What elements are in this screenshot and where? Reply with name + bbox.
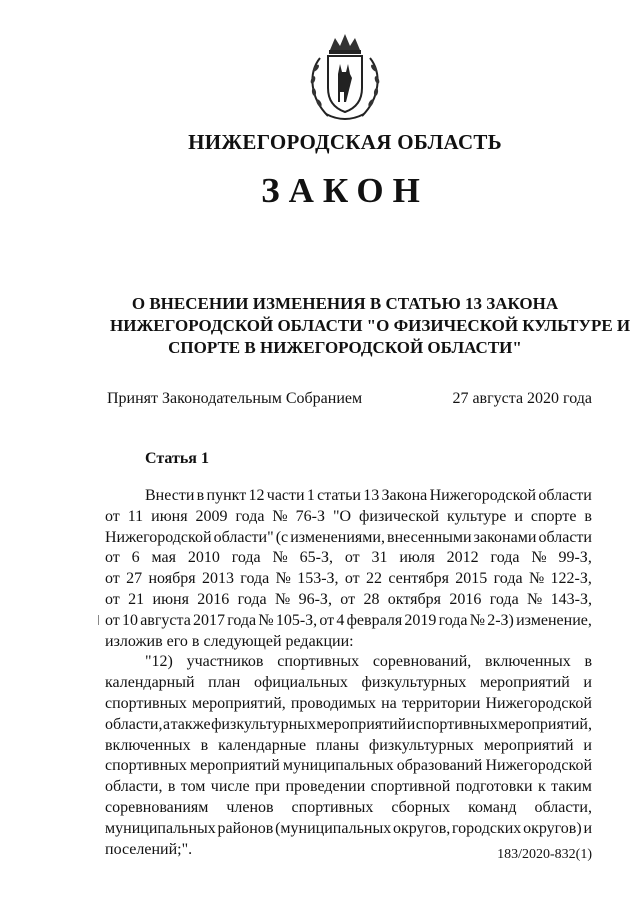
body-word: сборных <box>391 798 451 816</box>
body-word: и <box>514 507 523 525</box>
body-word: № <box>528 570 545 588</box>
article-body <box>105 486 592 860</box>
body-word: культуре <box>446 507 507 525</box>
body-word: муниципальных <box>282 757 394 775</box>
body-line <box>105 819 592 840</box>
body-word: 22 <box>366 570 382 588</box>
body-word: спортивных <box>277 653 360 671</box>
body-word: области, <box>105 778 163 796</box>
body-word: физической <box>359 507 440 525</box>
body-word: области <box>538 487 592 504</box>
body-word: октября <box>387 590 441 608</box>
body-word: 2016 <box>197 590 230 608</box>
document-type: ЗАКОН <box>261 171 429 210</box>
body-word: спортивных <box>415 715 498 733</box>
body-word: от <box>319 611 335 629</box>
body-word: и <box>583 674 592 692</box>
body-word: план <box>208 674 241 692</box>
body-word: образований <box>396 757 483 775</box>
body-word: 1 <box>306 487 315 504</box>
body-word: года <box>490 549 520 567</box>
body-word: от <box>105 549 120 567</box>
body-word: и <box>583 819 592 837</box>
body-word: спортивных <box>105 694 187 712</box>
body-word: Внести <box>145 487 195 504</box>
body-word: округов, <box>392 819 451 837</box>
document-reference: 183/2020-832(1) <box>497 847 592 862</box>
body-word: 122-З, <box>550 570 592 588</box>
body-word: в <box>584 507 592 525</box>
body-word: физкультурных <box>368 736 474 754</box>
body-word: муниципальных <box>105 819 216 837</box>
body-word: следующей <box>203 632 282 650</box>
body-word: года <box>438 611 468 629</box>
body-word: физкультурных <box>211 715 316 733</box>
body-word: мая <box>151 549 176 567</box>
body-line <box>105 632 592 653</box>
body-word: 28 <box>363 590 380 608</box>
body-word: 12 <box>248 487 265 504</box>
body-word: мероприятий <box>189 757 280 775</box>
body-word: и <box>406 715 416 733</box>
body-word: изменениями, <box>290 528 385 546</box>
body-word: № <box>275 570 291 588</box>
body-word: 10 <box>121 611 138 629</box>
body-word: от <box>105 590 120 608</box>
body-word: области, <box>534 798 592 816</box>
body-word: в <box>196 487 205 504</box>
body-line <box>105 611 592 632</box>
body-word: 2009 <box>195 507 228 525</box>
body-word: спортивных <box>105 757 187 775</box>
body-word: года <box>493 570 523 588</box>
body-word: участников <box>186 653 264 671</box>
body-word: Нижегородской <box>485 694 592 712</box>
body-word: 13 <box>363 487 380 504</box>
body-word: года <box>231 549 261 567</box>
body-word: области, <box>105 715 163 733</box>
body-word: пункт <box>206 487 247 504</box>
body-word: его <box>166 632 188 650</box>
body-word: при <box>254 778 281 796</box>
body-word: статьи <box>317 487 361 504</box>
body-word: 6 <box>131 549 140 567</box>
body-word: в <box>167 778 176 796</box>
body-word: части <box>266 487 305 504</box>
body-word: № <box>258 611 274 629</box>
body-word: Нижегородской <box>105 528 212 546</box>
body-word: и <box>583 736 592 754</box>
body-line <box>105 736 592 757</box>
body-line <box>105 756 592 777</box>
body-word: 99-З, <box>558 549 592 567</box>
body-word: 153-З, <box>297 570 339 588</box>
body-word: августа <box>140 611 191 629</box>
body-word: также <box>170 715 211 733</box>
body-line <box>105 673 592 694</box>
body-word: Закона <box>381 487 428 504</box>
body-word: официальных <box>253 674 348 692</box>
body-word: июня <box>151 507 188 525</box>
body-word: членов <box>226 798 274 816</box>
body-word: 2012 <box>446 549 479 567</box>
body-line <box>105 569 592 590</box>
body-word: календарные <box>218 736 307 754</box>
law-title-line: СПОРТЕ В НИЖЕГОРОДСКОЙ ОБЛАСТИ" <box>168 338 522 357</box>
body-word: том <box>180 778 206 796</box>
body-word: спортивной <box>370 778 451 796</box>
body-word: мероприятий, <box>498 715 592 733</box>
body-word: от <box>344 549 360 567</box>
body-word: соревнований, <box>372 653 472 671</box>
body-word: в <box>200 736 209 754</box>
body-word: № <box>527 590 543 608</box>
body-word: ноября <box>148 570 196 588</box>
body-word: числе <box>210 778 250 796</box>
region-name: НИЖЕГОРОДСКАЯ ОБЛАСТЬ <box>188 130 502 154</box>
body-word: а <box>162 715 171 733</box>
body-word: изменение, <box>516 611 592 629</box>
body-word: 2013 <box>201 570 234 588</box>
body-word: 2015 <box>455 570 488 588</box>
body-word: февраля <box>346 611 403 629</box>
body-word: 21 <box>128 590 145 608</box>
body-word: № <box>272 549 288 567</box>
body-word: области" <box>213 528 274 546</box>
body-word: команд <box>468 798 517 816</box>
body-word: 2016 <box>449 590 482 608</box>
body-word: года <box>235 507 265 525</box>
body-line <box>105 694 592 715</box>
body-word: "12) <box>145 653 173 671</box>
body-word: редакции: <box>285 632 354 650</box>
body-word: 4 <box>336 611 345 629</box>
body-word: районов <box>217 819 274 837</box>
body-word: Нижегородской <box>429 487 537 504</box>
body-word: 27 <box>126 570 143 588</box>
body-word: мероприятий <box>479 674 570 692</box>
body-word: 96-З, <box>298 590 332 608</box>
body-word: сентября <box>388 570 449 588</box>
body-word: от <box>344 570 360 588</box>
body-word: территории <box>401 694 481 712</box>
body-word: соревнованиям <box>105 798 209 816</box>
body-word: мероприятий, <box>191 694 286 712</box>
body-word: мероприятий <box>316 715 407 733</box>
body-word: спорте <box>530 507 577 525</box>
law-title-line: О ВНЕСЕНИИ ИЗМЕНЕНИЯ В СТАТЬЮ 13 ЗАКОНА <box>131 294 559 313</box>
body-word: июля <box>399 549 435 567</box>
body-word: в <box>584 653 592 671</box>
body-word: области <box>538 528 592 546</box>
body-line <box>105 798 592 819</box>
body-word: 2-З) <box>487 611 514 629</box>
coat-of-arms-icon <box>302 28 388 128</box>
body-word: мероприятий <box>483 736 574 754</box>
body-word: законами <box>473 528 537 546</box>
body-word: "О <box>332 507 352 525</box>
body-word: от <box>340 590 356 608</box>
article-heading: Статья 1 <box>145 450 209 467</box>
adoption-date: 27 августа 2020 года <box>452 390 592 407</box>
body-word: проведении <box>285 778 366 796</box>
body-word: № <box>469 611 485 629</box>
body-word: включенных <box>105 736 191 754</box>
body-word: года <box>227 611 257 629</box>
body-word: № <box>531 549 547 567</box>
body-word: от <box>105 570 120 588</box>
body-word: проводимых <box>290 694 376 712</box>
body-line <box>105 528 592 549</box>
body-word: таким <box>551 778 592 796</box>
body-word: спортивных <box>291 798 374 816</box>
adopted-by: Принят Законодательным Собранием <box>107 390 363 407</box>
body-word: июня <box>152 590 189 608</box>
body-line <box>105 715 592 736</box>
body-word: 105-З, <box>275 611 318 629</box>
body-word: на <box>381 694 397 712</box>
body-word: (муниципальных <box>275 819 392 837</box>
body-word: включенных <box>485 653 571 671</box>
body-line <box>105 777 592 798</box>
body-word: 2019 <box>404 611 437 629</box>
body-line <box>105 652 592 673</box>
body-word: поселений;". <box>105 840 193 858</box>
body-word: 2017 <box>193 611 225 629</box>
law-title <box>110 293 631 359</box>
body-line <box>105 590 592 611</box>
body-word: подготовки <box>455 778 533 796</box>
body-line <box>105 548 592 569</box>
body-line <box>105 486 592 507</box>
body-line <box>105 507 592 528</box>
body-word: 76-З <box>295 507 325 525</box>
margin-mark <box>98 615 101 625</box>
body-word: № <box>272 507 288 525</box>
body-word: изложив <box>105 632 163 650</box>
law-title-line: НИЖЕГОРОДСКОЙ ОБЛАСТИ "О ФИЗИЧЕСКОЙ КУЛЬТУРЕ И <box>110 316 631 335</box>
body-word: в <box>191 632 200 650</box>
body-word: (с <box>275 528 289 546</box>
body-word: 11 <box>127 507 144 525</box>
body-word: 65-З, <box>299 549 333 567</box>
body-word: № <box>274 590 291 608</box>
body-word: округов) <box>523 819 582 837</box>
body-word: 2010 <box>187 549 220 567</box>
body-word: планы <box>316 736 360 754</box>
body-word: Нижегородской <box>485 757 592 775</box>
body-word: года <box>237 590 267 608</box>
body-word: физкультурных <box>361 674 467 692</box>
body-word: городских <box>452 819 522 837</box>
body-word: внесенными <box>387 528 472 546</box>
body-word: календарный <box>105 674 195 692</box>
body-word: года <box>240 570 270 588</box>
body-word: 31 <box>371 549 388 567</box>
body-word: года <box>489 590 519 608</box>
body-word: 143-З, <box>550 590 592 608</box>
body-word: к <box>537 778 546 796</box>
body-word: от <box>105 507 120 525</box>
body-word: от <box>105 611 120 629</box>
